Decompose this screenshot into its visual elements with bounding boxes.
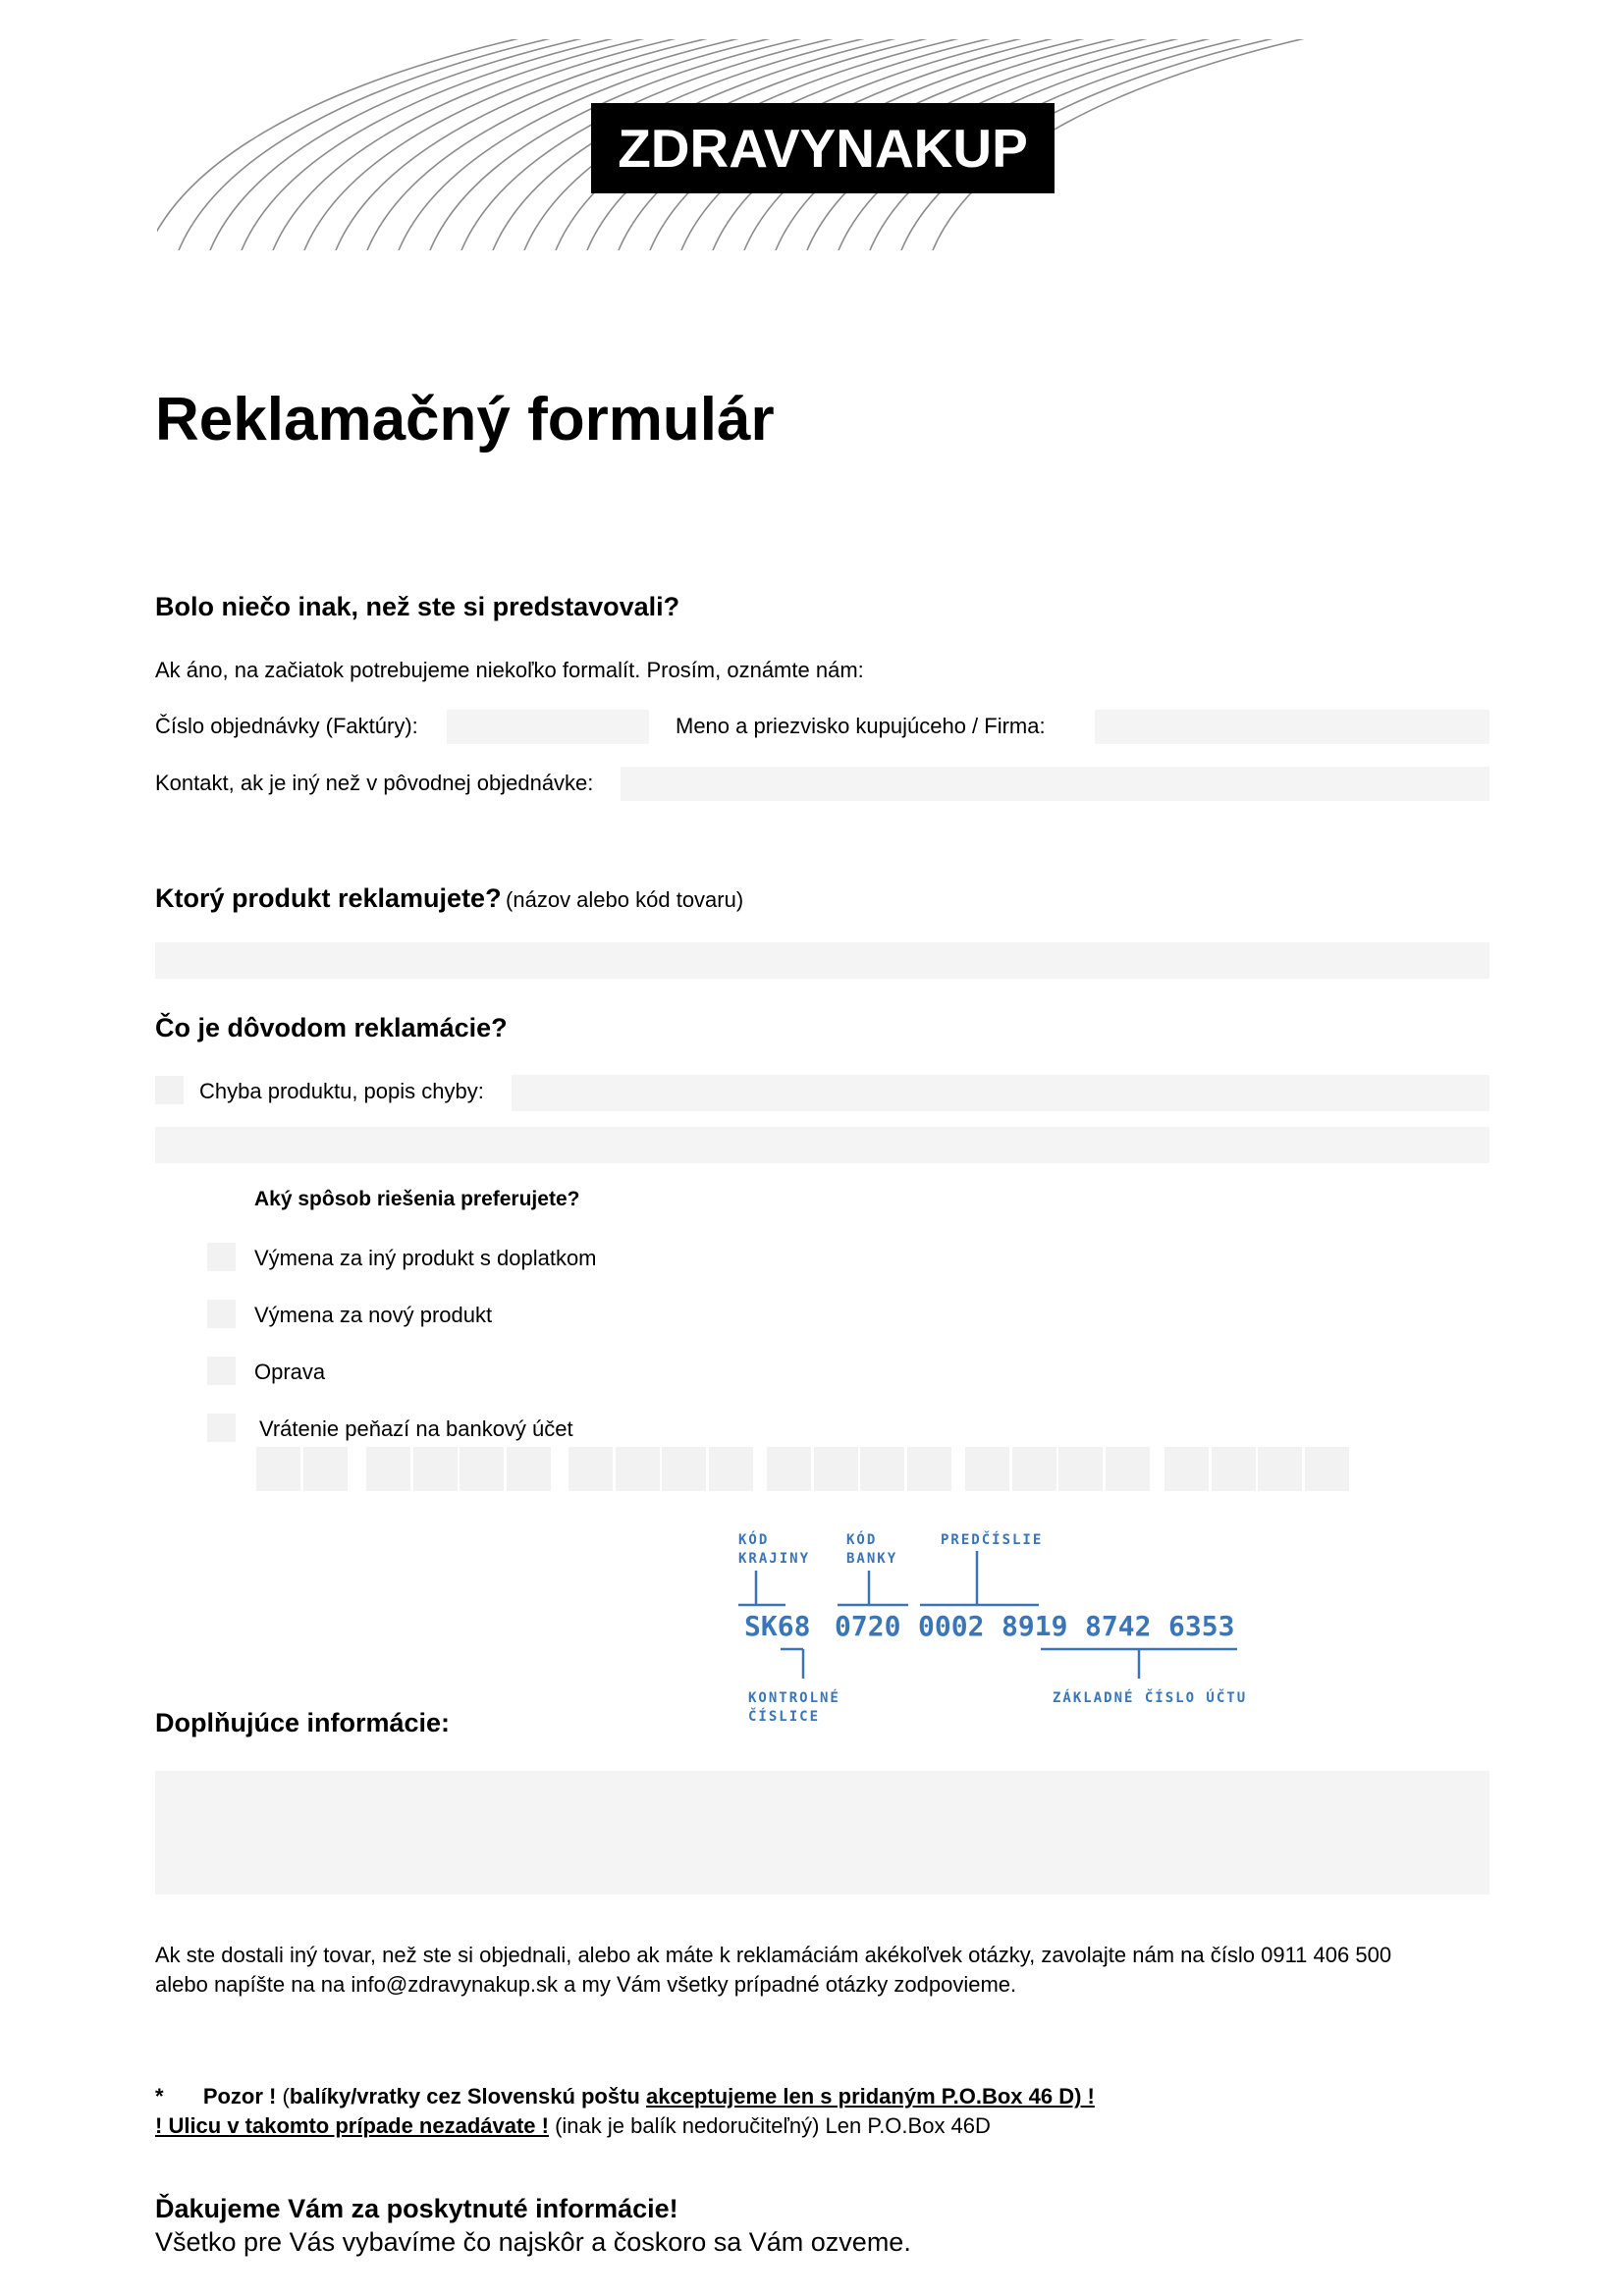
iban-cell[interactable]	[616, 1447, 660, 1491]
brand-logo: ZDRAVYNAKUP	[591, 103, 1055, 193]
iban-cell[interactable]	[1164, 1447, 1209, 1491]
warning-pobox-note: (inak je balík nedoručiteľný) Len P.O.Box 46D	[548, 2113, 991, 2138]
defect-description-field-2[interactable]	[155, 1127, 1489, 1163]
iban-cell[interactable]	[1012, 1447, 1056, 1491]
warning-no-street: ! Ulicu v takomto prípade nezadávate !	[155, 2113, 549, 2138]
warning-paren: (	[276, 2084, 290, 2109]
iban-country-code-label-2: KRAJINY	[738, 1551, 811, 1567]
iban-check-digits-label-1: KONTROLNÉ	[748, 1690, 840, 1706]
buyer-name-label: Meno a priezvisko kupujúceho / Firma:	[676, 714, 1046, 738]
iban-cell[interactable]	[1305, 1447, 1349, 1491]
iban-cell[interactable]	[413, 1447, 458, 1491]
iban-country-code-label-1: KÓD	[738, 1532, 770, 1548]
iban-cell[interactable]	[507, 1447, 551, 1491]
contact-note-line-1: Ak ste dostali iný tovar, než ste si objednali, alebo ak máte k reklamáciám akékoľvek otázky, zavolajte nám na číslo 0911 406 500	[155, 1943, 1392, 1967]
iban-cell[interactable]	[860, 1447, 904, 1491]
option-checkbox-exchange-surcharge[interactable]	[207, 1243, 236, 1271]
iban-bank-code-label-1: KÓD	[846, 1532, 878, 1548]
contact-label: Kontakt, ak je iný než v pôvodnej objednávke:	[155, 771, 594, 795]
iban-part-2: 0720	[835, 1610, 901, 1642]
iban-account-label: ZÁKLADNÉ ČÍSLO ÚČTU	[1053, 1690, 1248, 1706]
option-checkbox-repair[interactable]	[207, 1357, 236, 1385]
contact-field[interactable]	[621, 767, 1489, 801]
closing-thanks: Ďakujeme Vám za poskytnuté informácie!	[155, 2194, 678, 2223]
iban-part-4: 8919	[1001, 1610, 1068, 1642]
closing-followup: Všetko pre Vás vybavíme čo najskôr a čoskoro sa Vám ozveme.	[155, 2227, 911, 2257]
iban-example-diagram	[727, 1522, 1257, 1737]
iban-part-1: SK68	[744, 1610, 811, 1642]
iban-cell[interactable]	[767, 1447, 811, 1491]
product-field[interactable]	[155, 942, 1489, 979]
warning-bold-part: balíky/vratky cez Slovenskú poštu	[289, 2084, 646, 2109]
iban-prefix-label: PREDČÍSLIE	[941, 1532, 1044, 1548]
warning-star: *	[155, 2084, 164, 2109]
iban-cell[interactable]	[366, 1447, 410, 1491]
option-label-exchange-surcharge: Výmena za iný produkt s doplatkom	[254, 1246, 597, 1270]
warning-pozor: Pozor !	[202, 2084, 277, 2109]
section-heading-intro: Bolo niečo inak, než ste si predstavovali?	[155, 592, 680, 621]
product-heading-row	[155, 883, 743, 914]
iban-cell[interactable]	[662, 1447, 706, 1491]
iban-cell[interactable]	[709, 1447, 753, 1491]
option-checkbox-exchange-new[interactable]	[207, 1300, 236, 1328]
iban-part-5: 8742	[1085, 1610, 1152, 1642]
iban-cell[interactable]	[568, 1447, 613, 1491]
option-label-refund: Vrátenie peňazí na bankový účet	[259, 1416, 573, 1441]
resolution-heading: Aký spôsob riešenia preferujete?	[254, 1188, 580, 1210]
section-heading-reason: Čo je dôvodom reklamácie?	[155, 1013, 508, 1042]
additional-info-field[interactable]	[155, 1771, 1489, 1895]
iban-part-6: 6353	[1168, 1610, 1235, 1642]
defect-description-field[interactable]	[512, 1075, 1489, 1111]
option-label-repair: Oprava	[254, 1360, 326, 1384]
iban-part-3: 0002	[918, 1610, 985, 1642]
defect-checkbox[interactable]	[155, 1076, 184, 1104]
iban-bracket-lines	[738, 1551, 1237, 1679]
buyer-name-field[interactable]	[1095, 710, 1489, 744]
section-heading-additional: Doplňujúce informácie:	[155, 1708, 451, 1737]
defect-label: Chyba produktu, popis chyby:	[199, 1079, 484, 1103]
iban-cell[interactable]	[1106, 1447, 1150, 1491]
intro-text: Ak áno, na začiatok potrebujeme niekoľko formalít. Prosím, oznámte nám:	[155, 658, 864, 682]
iban-bank-code-label-2: BANKY	[846, 1551, 898, 1567]
product-hint: (názov alebo kód tovaru)	[506, 887, 744, 912]
iban-cell[interactable]	[1258, 1447, 1302, 1491]
warning-line-2	[155, 2113, 991, 2139]
iban-cell[interactable]	[303, 1447, 348, 1491]
option-checkbox-refund[interactable]	[207, 1414, 236, 1442]
option-label-exchange-new: Výmena za nový produkt	[254, 1303, 493, 1327]
section-heading-product: Ktorý produkt reklamujete?	[155, 883, 502, 913]
iban-check-digits-label-2: ČÍSLICE	[748, 1709, 821, 1725]
order-number-field[interactable]	[447, 710, 649, 744]
iban-cell[interactable]	[907, 1447, 951, 1491]
iban-cell[interactable]	[1058, 1447, 1103, 1491]
iban-cell[interactable]	[256, 1447, 300, 1491]
iban-cell[interactable]	[965, 1447, 1009, 1491]
page-title: Reklamačný formulár	[155, 386, 775, 454]
warning-underlined-part: akceptujeme len s pridaným P.O.Box 46 D) !	[645, 2084, 1095, 2109]
iban-cell[interactable]	[1212, 1447, 1256, 1491]
contact-note-line-2: alebo napíšte na na info@zdravynakup.sk a my Vám všetky prípadné otázky zodpovieme.	[155, 1972, 1017, 1997]
iban-cell[interactable]	[460, 1447, 504, 1491]
order-number-label: Číslo objednávky (Faktúry):	[155, 714, 418, 738]
warning-line-1	[155, 2084, 1095, 2109]
iban-cell[interactable]	[814, 1447, 858, 1491]
